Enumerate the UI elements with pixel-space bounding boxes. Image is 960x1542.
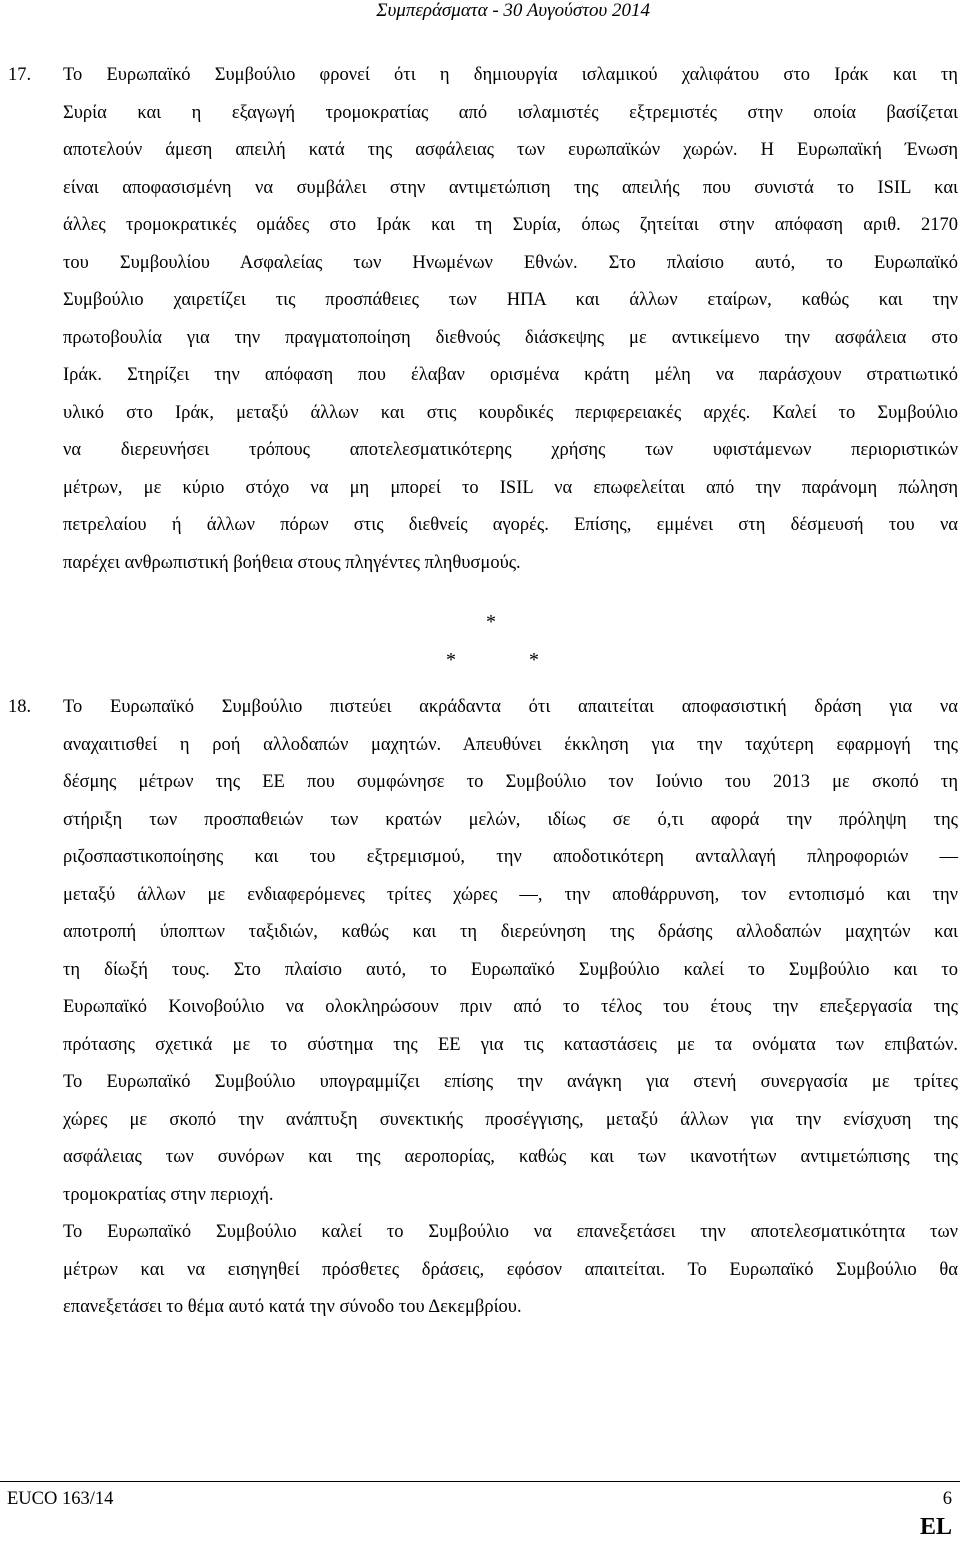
- footer-divider: [0, 1481, 960, 1482]
- text-line: τη δίωξή τους. Στο πλαίσιο αυτό, το Ευρωπαϊκό Συμβούλιο καλεί το Συμβούλιο και το: [63, 959, 958, 980]
- text-line: Συμβούλιο χαιρετίζει τις προσπάθειες των ΗΠΑ και άλλων εταίρων, καθώς και την: [63, 290, 958, 310]
- text-line: Το Ευρωπαϊκό Συμβούλιο υπογραμμίζει επίσης την ανάγκη για στενή συνεργασία με τρίτες: [63, 1072, 958, 1092]
- text-line: Το Ευρωπαϊκό Συμβούλιο φρονεί ότι η δημιουργία ισλαμικού χαλιφάτου στο Ιράκ και τη: [63, 65, 958, 85]
- paragraph-17: [8, 57, 958, 582]
- text-line: αποτελούν άμεση απειλή κατά της ασφάλειας των ευρωπαϊκών χωρών. Η Ευρωπαϊκή Ένωση: [63, 140, 958, 160]
- text-line: στήριξη των προσπαθειών των κρατών μελών, ιδίως σε ό,τι αφορά την πρόληψη της: [63, 809, 958, 830]
- text-line: μέτρων και να εισηγηθεί πρόσθετες δράσεις, εφόσον απαιτείται. Το Ευρωπαϊκό Συμβούλιο θα: [63, 1259, 958, 1280]
- text-line: Συρία και η εξαγωγή τρομοκρατίας από ισλαμιστές εξτρεμιστές στην οποία βασίζεται: [63, 102, 958, 123]
- running-header: Συμπεράσματα - 30 Αυγούστου 2014: [376, 0, 650, 21]
- text-line: μέτρων, με κύριο στόχο να μη μπορεί το ISIL να επωφελείται από την παράνομη πώληση: [63, 477, 958, 498]
- text-line: πρωτοβουλία για την πραγματοποίηση διεθνούς διάσκεψης με αντικείμενο την ασφάλεια στο: [63, 327, 958, 348]
- page-number: 6: [942, 1489, 952, 1509]
- text-line: τρομοκρατίας στην περιοχή.: [63, 1184, 274, 1205]
- text-line: υλικό στο Ιράκ, μεταξύ άλλων και στις κουρδικές περιφερειακές αρχές. Καλεί το Συμβούλιο: [63, 402, 958, 423]
- text-line: επανεξετάσει το θέμα αυτό κατά την σύνοδο του Δεκεμβρίου.: [63, 1297, 522, 1317]
- text-line: του Συμβουλίου Ασφαλείας των Ηνωμένων Εθνών. Στο πλαίσιο αυτό, το Ευρωπαϊκό: [63, 252, 958, 273]
- text-line: ασφάλειας των συνόρων και της αεροπορίας, καθώς και των ικανοτήτων αντιμετώπισης της: [63, 1147, 958, 1167]
- paragraph-number: 18.: [8, 697, 32, 717]
- document-reference: EUCO 163/14: [7, 1489, 114, 1509]
- text-line: μεταξύ άλλων με ενδιαφερόμενες τρίτες χώρες —, την αποθάρρυνση, τον εντοπισμό και την: [63, 884, 958, 905]
- language-code: EL: [919, 1514, 952, 1540]
- text-line: πρότασης σχετικά με το σύστημα της ΕΕ για τις καταστάσεις με τα ονόματα των επιβατών.: [63, 1034, 958, 1055]
- text-line: δέσμης μέτρων της ΕΕ που συμφώνησε το Συμβούλιο τον Ιούνιο του 2013 με σκοπό τη: [63, 772, 958, 792]
- text-line: Το Ευρωπαϊκό Συμβούλιο καλεί το Συμβούλιο να επανεξετάσει την αποτελεσματικότητα των: [63, 1222, 958, 1242]
- text-line: είναι αποφασισμένη να συμβάλει στην αντιμετώπιση της απειλής που συνιστά το ISIL και: [63, 177, 958, 198]
- text-line: πετρελαίου ή άλλων πόρων στις διεθνείς αγορές. Επίσης, εμμένει στη δέσμευσή του να: [63, 515, 958, 535]
- paragraph-18: [8, 689, 958, 1327]
- separator-star: *: [446, 649, 456, 671]
- text-line: να διερευνήσει τρόπους αποτελεσματικότερης χρήσης των υφιστάμενων περιοριστικών: [63, 440, 958, 460]
- text-line: άλλες τρομοκρατικές ομάδες στο Ιράκ και τη Συρία, όπως ζητείται στην απόφαση αριθ. 2170: [63, 215, 958, 235]
- text-line: ριζοσπαστικοποίησης και του εξτρεμισμού, την αποδοτικότερη ανταλλαγή πληροφοριών —: [63, 847, 958, 867]
- text-line: αναχαιτισθεί η ροή αλλοδαπών μαχητών. Απευθύνει έκκληση για την ταχύτερη εφαρμογή της: [63, 734, 958, 755]
- text-line: χώρες με σκοπό την ανάπτυξη συνεκτικής προσέγγισης, μεταξύ άλλων για την ενίσχυση της: [63, 1109, 958, 1130]
- paragraph-number: 17.: [8, 65, 32, 85]
- separator-star: *: [529, 649, 539, 671]
- text-line: παρέχει ανθρωπιστική βοήθεια στους πληγέντες πληθυσμούς.: [63, 552, 521, 573]
- text-line: αποτροπή ύποπτων ταξιδιών, καθώς και τη διερεύνηση της δράσης αλλοδαπών μαχητών και: [63, 922, 958, 942]
- text-line: Ευρωπαϊκό Κοινοβούλιο να ολοκληρώσουν πριν από το τέλος του έτους την επεξεργασία της: [63, 997, 958, 1017]
- separator-star: *: [486, 611, 496, 633]
- text-line: Το Ευρωπαϊκό Συμβούλιο πιστεύει ακράδαντα ότι απαιτείται αποφασιστική δράση για να: [63, 697, 958, 717]
- text-line: Ιράκ. Στηρίζει την απόφαση που έλαβαν ορισμένα κράτη μέλη να παράσχουν στρατιωτικό: [63, 365, 958, 385]
